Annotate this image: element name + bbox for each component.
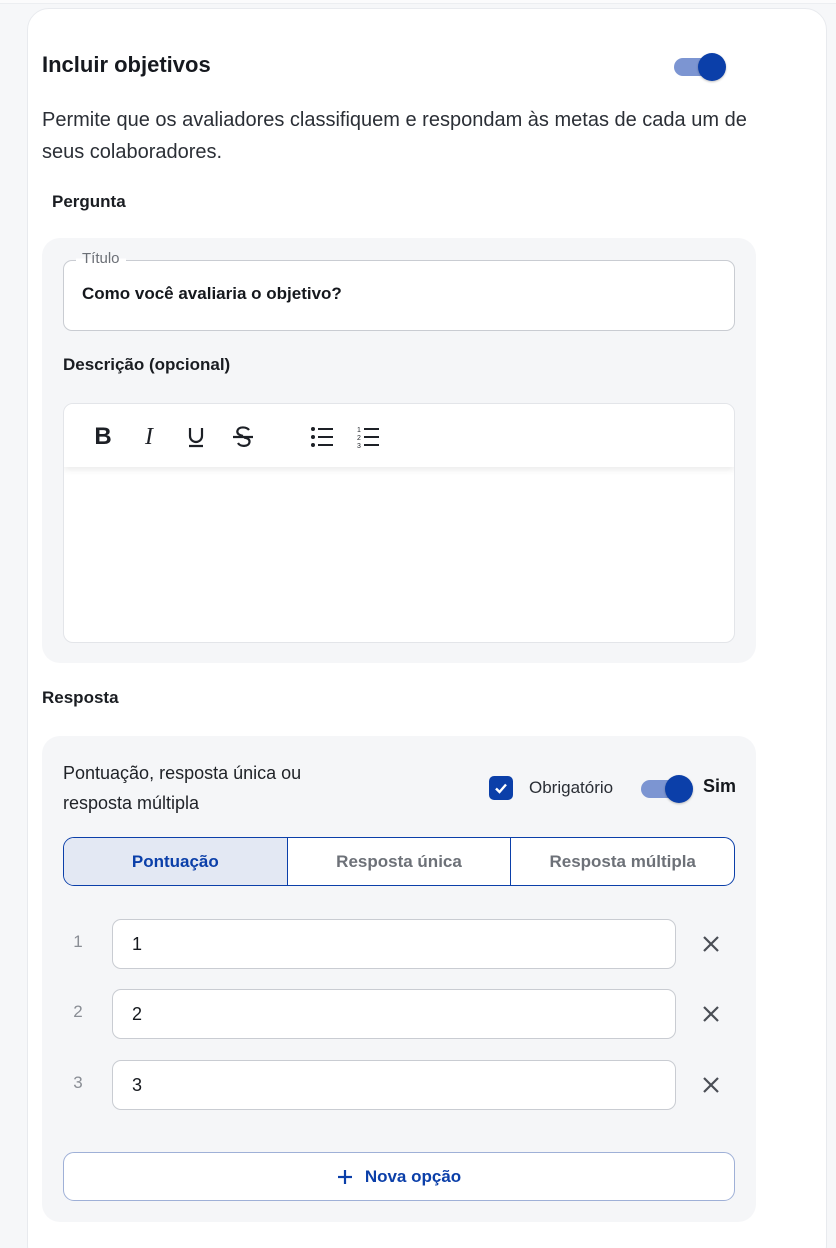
option-number: 2 [73,1002,83,1021]
option-input[interactable]: 2 [112,989,676,1039]
title-input-value[interactable]: Como você avaliaria o objetivo? [82,284,342,303]
bullet-list-icon[interactable] [307,422,337,452]
required-label: Obrigatório [529,778,614,797]
required-toggle-knob [665,775,693,803]
svg-text:2: 2 [357,435,361,442]
tab-pontuacao[interactable]: Pontuação [64,838,287,885]
goals-title: Incluir objetivos [42,52,211,77]
plus-icon [337,1169,353,1185]
option-number: 3 [73,1073,83,1092]
new-option-label: Nova opção [364,1166,462,1186]
description-editor[interactable] [63,403,735,643]
option-input[interactable]: 3 [112,1060,676,1110]
answer-type-tabs [63,837,735,886]
option-input[interactable]: 1 [112,919,676,969]
strikethrough-icon[interactable] [228,422,258,452]
goals-toggle-knob [698,53,726,81]
title-field-label: Título [76,250,126,267]
close-icon[interactable] [697,930,725,958]
option-number: 1 [73,932,83,951]
close-icon[interactable] [697,1071,725,1099]
check-icon [493,780,509,796]
top-divider [0,0,836,4]
goals-toggle[interactable] [674,50,726,82]
option-row [63,919,735,969]
svg-text:1: 1 [357,427,361,434]
required-checkbox[interactable] [489,776,513,800]
editor-toolbar [64,404,734,467]
answer-section-label: Resposta [42,688,119,707]
close-icon[interactable] [697,1000,725,1028]
option-row [63,989,735,1039]
required-value: Sim [703,776,737,796]
svg-text:3: 3 [357,443,361,449]
bold-icon[interactable]: B [94,423,112,450]
description-label: Descrição (opcional) [63,355,231,374]
italic-icon[interactable]: I [145,424,153,450]
goals-description: Permite que os avaliadores classifiquem e respondam às metas de cada um de seus colaboradores. [42,109,747,163]
required-toggle[interactable] [641,772,693,804]
underline-icon[interactable] [181,422,211,452]
tab-resposta-unica[interactable]: Resposta única [287,838,511,885]
question-section-label: Pergunta [52,192,126,211]
option-row [63,1060,735,1110]
answer-type-description: Pontuação, resposta única ou resposta múltipla [63,763,302,813]
tab-resposta-multipla[interactable]: Resposta múltipla [510,838,734,885]
numbered-list-icon[interactable] [353,422,383,452]
new-option-button[interactable] [63,1152,735,1201]
